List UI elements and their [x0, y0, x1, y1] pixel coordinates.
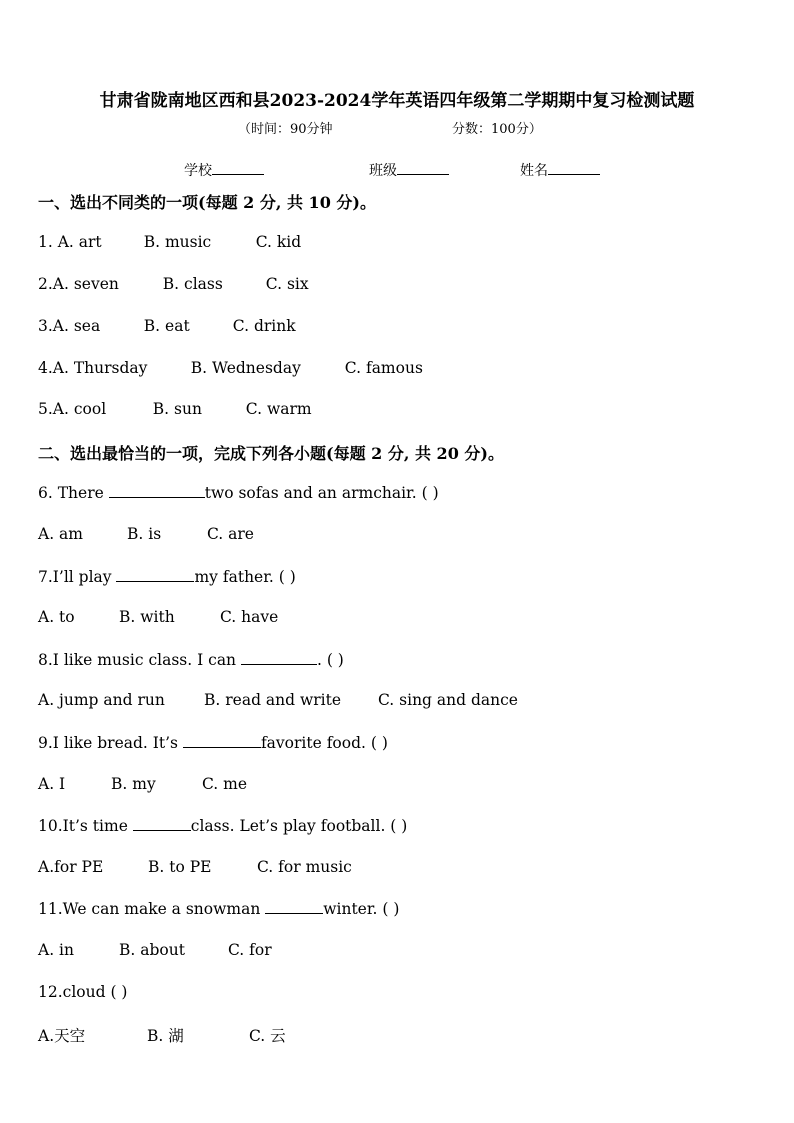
option-a: A. art	[57, 233, 102, 251]
page-title: 甘肃省陇南地区西和县2023-2024学年英语四年级第二学期期中复习检测试题	[99, 91, 695, 111]
option-a: A.for PE	[38, 858, 104, 876]
question-stem: 8.I like music class. I can	[38, 651, 241, 669]
question-10-options	[38, 858, 352, 876]
question-stem: 7.I’ll play	[38, 568, 117, 586]
question-number: 5.	[38, 400, 53, 418]
name-blank[interactable]	[548, 160, 600, 175]
option-a: A. seven	[52, 275, 119, 293]
option-c: C. for	[228, 941, 272, 959]
question-number: 4.	[38, 359, 53, 377]
option-a: A. sea	[52, 317, 101, 335]
question-9-options	[38, 775, 247, 793]
question-4	[38, 359, 423, 377]
question-6	[38, 483, 439, 502]
option-c: C. six	[265, 275, 309, 293]
exam-score: 分数：100分）	[452, 122, 542, 137]
option-c: C. me	[202, 775, 248, 793]
name-field	[520, 160, 600, 180]
option-b: B. read and write	[204, 691, 342, 709]
option-a: A. am	[38, 525, 83, 543]
question-stem: 6. There	[38, 484, 109, 502]
option-a: A. cool	[52, 400, 107, 418]
question-12	[38, 983, 127, 1001]
section1-heading: 一、选出不同类的一项(每题 2 分, 共 10 分)。	[38, 193, 376, 212]
question-stem-end: my father. ( )	[194, 568, 296, 586]
question-number: 3.	[38, 317, 53, 335]
question-2	[38, 275, 309, 293]
option-a: A. Thursday	[52, 359, 148, 377]
option-b: B. music	[143, 233, 212, 251]
option-c: C. are	[207, 525, 254, 543]
option-c: C. drink	[232, 317, 296, 335]
question-stem-end: class. Let’s play football. ( )	[190, 817, 408, 835]
class-field	[369, 160, 449, 180]
question-stem-end: winter. ( )	[323, 900, 400, 918]
option-b: B. 湖	[147, 1027, 184, 1045]
name-label: 姓名	[520, 163, 548, 179]
option-c: C. 云	[249, 1027, 286, 1045]
question-6-options	[38, 525, 254, 543]
question-10	[38, 816, 407, 835]
question-1	[38, 233, 301, 251]
option-c: C. famous	[344, 359, 423, 377]
question-number: 1.	[38, 233, 58, 251]
question-stem: 10.It’s time	[38, 817, 133, 835]
question-stem-end: . ( )	[316, 651, 344, 669]
option-b: B. Wednesday	[190, 359, 301, 377]
question-7	[38, 567, 296, 586]
answer-blank[interactable]	[116, 567, 194, 582]
question-7-options	[38, 608, 278, 626]
question-11	[38, 899, 399, 918]
answer-blank[interactable]	[133, 816, 191, 831]
option-a: A. in	[38, 941, 74, 959]
option-a: A. I	[38, 775, 66, 793]
option-b: B. is	[127, 525, 162, 543]
question-stem-end: two sofas and an armchair. ( )	[204, 484, 439, 502]
question-3	[38, 317, 296, 335]
class-blank[interactable]	[397, 160, 449, 175]
option-c: C. have	[220, 608, 279, 626]
question-stem-end: favorite food. ( )	[260, 734, 388, 752]
question-stem: 12.cloud ( )	[38, 983, 128, 1001]
question-5	[38, 400, 312, 418]
question-number: 2.	[38, 275, 53, 293]
option-b: B. about	[119, 941, 185, 959]
answer-blank[interactable]	[265, 899, 323, 914]
option-b: B. sun	[152, 400, 202, 418]
option-b: B. eat	[143, 317, 190, 335]
question-stem: 11.We can make a snowman	[38, 900, 266, 918]
question-9	[38, 733, 388, 752]
option-c: C. for music	[257, 858, 352, 876]
class-label: 班级	[369, 163, 397, 179]
school-label: 学校	[184, 163, 212, 179]
school-field	[184, 160, 264, 180]
answer-blank[interactable]	[183, 733, 261, 748]
option-b: B. class	[162, 275, 223, 293]
question-stem: 9.I like bread. It’s	[38, 734, 183, 752]
school-blank[interactable]	[212, 160, 264, 175]
option-a: A. jump and run	[38, 691, 165, 709]
option-c: C. sing and dance	[378, 691, 518, 709]
option-b: B. with	[119, 608, 175, 626]
option-c: C. warm	[245, 400, 312, 418]
exam-time: （时间：90分钟	[238, 122, 333, 137]
question-8-options	[38, 691, 518, 709]
section2-heading: 二、选出最恰当的一项，完成下列各小题(每题 2 分, 共 20 分)。	[38, 444, 504, 463]
option-c: C. kid	[255, 233, 302, 251]
option-b: B. my	[111, 775, 156, 793]
question-12-options	[38, 1024, 286, 1046]
option-a: A.天空	[38, 1027, 86, 1045]
question-11-options	[38, 941, 272, 959]
answer-blank[interactable]	[241, 650, 317, 665]
answer-blank[interactable]	[109, 483, 205, 498]
question-8	[38, 650, 344, 669]
option-a: A. to	[38, 608, 75, 626]
option-b: B. to PE	[148, 858, 212, 876]
